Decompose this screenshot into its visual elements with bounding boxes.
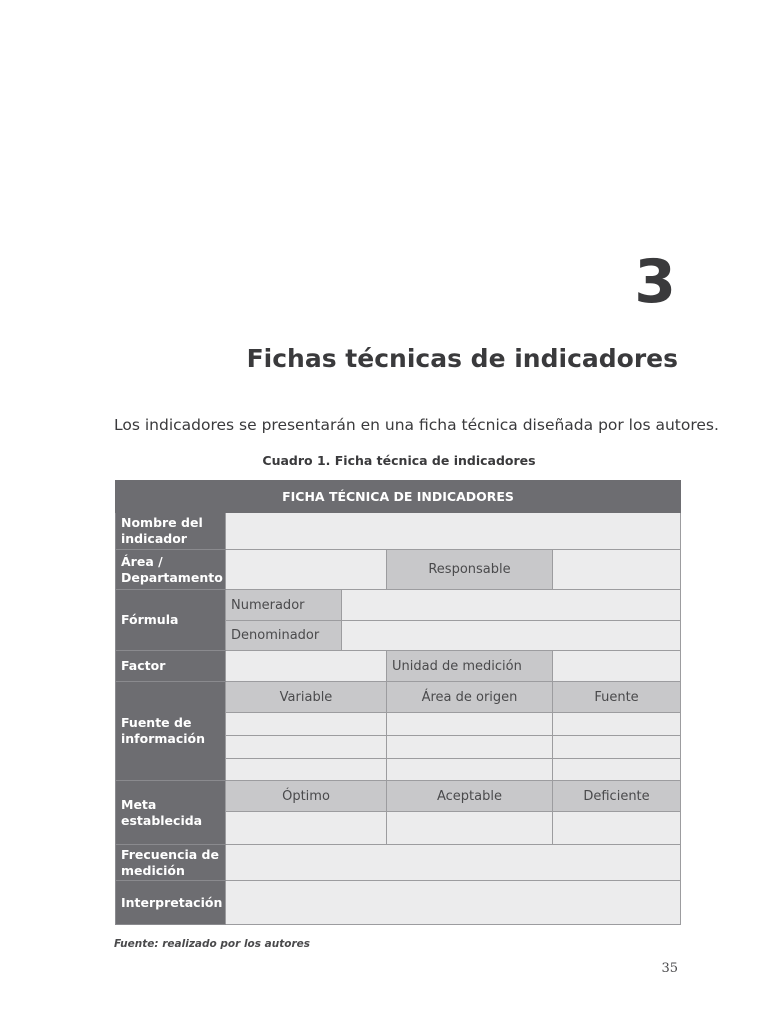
frecuencia-cell [226,845,681,881]
deficiente-cell [553,812,681,845]
fuente-cell-2 [553,736,681,759]
area-origen-cell-3 [387,759,553,781]
frecuencia-label: Frecuencia de medición [116,845,226,881]
table-header: FICHA TÉCNICA DE INDICADORES [116,481,681,513]
nombre-cell [226,513,681,550]
area-origen-cell-1 [387,713,553,736]
ficha-tecnica-table [115,480,681,925]
nombre-label: Nombre del indicador [116,513,226,550]
variable-cell-2 [226,736,387,759]
table-header-row [116,481,681,513]
numerador-label: Numerador [226,590,342,621]
factor-cell [226,651,387,682]
variable-cell-1 [226,713,387,736]
responsable-cell [553,550,681,590]
chapter-title: Fichas técnicas de indicadores [246,344,678,373]
aceptable-cell [387,812,553,845]
unidad-label: Unidad de medición [387,651,553,682]
responsable-label: Responsable [387,550,553,590]
table-caption: Cuadro 1. Ficha técnica de indicadores [262,453,536,468]
row-frecuencia [116,845,681,881]
row-formula-numerador [116,590,681,621]
page-number: 35 [661,961,678,976]
row-nombre [116,513,681,550]
denominador-label: Denominador [226,621,342,651]
area-cell [226,550,387,590]
formula-label: Fórmula [116,590,226,651]
area-origen-cell-2 [387,736,553,759]
intro-paragraph: Los indicadores se presentarán en una ficha técnica diseñada por los autores. [114,416,719,434]
row-meta-header [116,781,681,812]
meta-label: Meta establecida [116,781,226,845]
fuente-cell-1 [553,713,681,736]
variable-cell-3 [226,759,387,781]
unidad-cell [553,651,681,682]
fuente-cell-3 [553,759,681,781]
optimo-cell [226,812,387,845]
interpretacion-label: Interpretación [116,881,226,925]
aceptable-label: Aceptable [387,781,553,812]
optimo-label: Óptimo [226,781,387,812]
variable-label: Variable [226,682,387,713]
row-factor [116,651,681,682]
fuente-col-label: Fuente [553,682,681,713]
deficiente-label: Deficiente [553,781,681,812]
row-fuente-header [116,682,681,713]
row-area [116,550,681,590]
fuente-info-label: Fuente de información [116,682,226,781]
numerador-cell [342,590,681,621]
chapter-number: 3 [634,247,676,317]
source-note: Fuente: realizado por los autores [114,938,311,950]
area-label: Área / Departamento [116,550,226,590]
factor-label: Factor [116,651,226,682]
row-interpretacion [116,881,681,925]
interpretacion-cell [226,881,681,925]
denominador-cell [342,621,681,651]
area-origen-label: Área de origen [387,682,553,713]
